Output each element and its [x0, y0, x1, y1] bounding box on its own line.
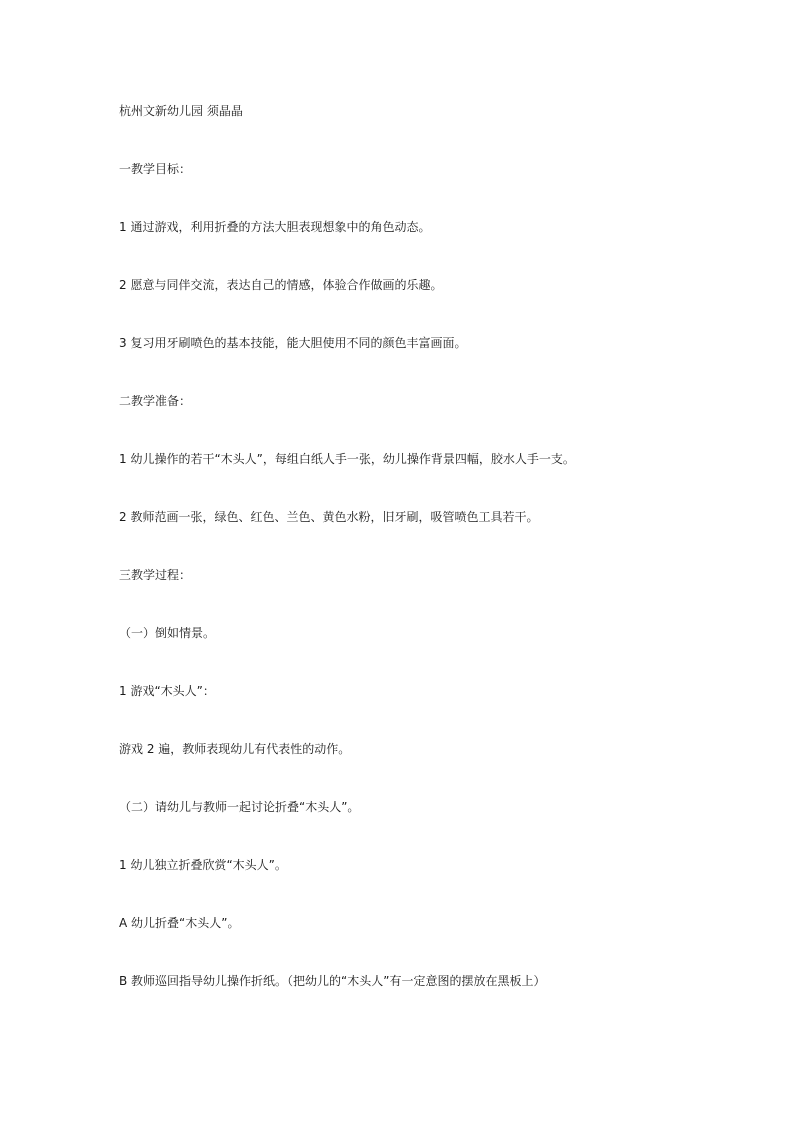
process-substep-fold: 1 幼儿独立折叠欣赏“木头人”。	[119, 858, 287, 872]
section-heading-process: 三教学过程：	[119, 568, 192, 582]
goal-item-2: 2 愿意与同伴交流，表达自己的情感，体验合作做画的乐趣。	[119, 278, 443, 292]
process-substep-game: 1 游戏“木头人”：	[119, 684, 215, 698]
process-step-2: （二）请幼儿与教师一起讨论折叠“木头人”。	[119, 800, 360, 814]
goal-item-3: 3 复习用牙刷喷色的基本技能，能大胆使用不同的颜色丰富画面。	[119, 336, 467, 350]
goal-item-1: 1 通过游戏，利用折叠的方法大胆表现想象中的角色动态。	[119, 220, 431, 234]
document-body	[119, 102, 719, 1030]
process-text-game: 游戏 2 遍，教师表现幼儿有代表性的动作。	[119, 742, 351, 756]
process-item-b: B 教师巡回指导幼儿操作折纸。（把幼儿的“木头人”有一定意图的摆放在黑板上）	[119, 974, 546, 988]
process-item-a: A 幼儿折叠“木头人”。	[119, 916, 240, 930]
section-heading-preparation: 二教学准备：	[119, 394, 192, 408]
preparation-item-2: 2 教师范画一张，绿色、红色、兰色、黄色水粉，旧牙刷，吸管喷色工具若干。	[119, 510, 539, 524]
process-step-1: （一）倒如情景。	[119, 626, 216, 640]
section-heading-goals: 一教学目标：	[119, 162, 192, 176]
preparation-item-1: 1 幼儿操作的若干“木头人”，每组白纸人手一张，幼儿操作背景四幅，胶水人手一支。	[119, 452, 575, 466]
author-line: 杭州文新幼儿园 须晶晶	[119, 104, 243, 118]
